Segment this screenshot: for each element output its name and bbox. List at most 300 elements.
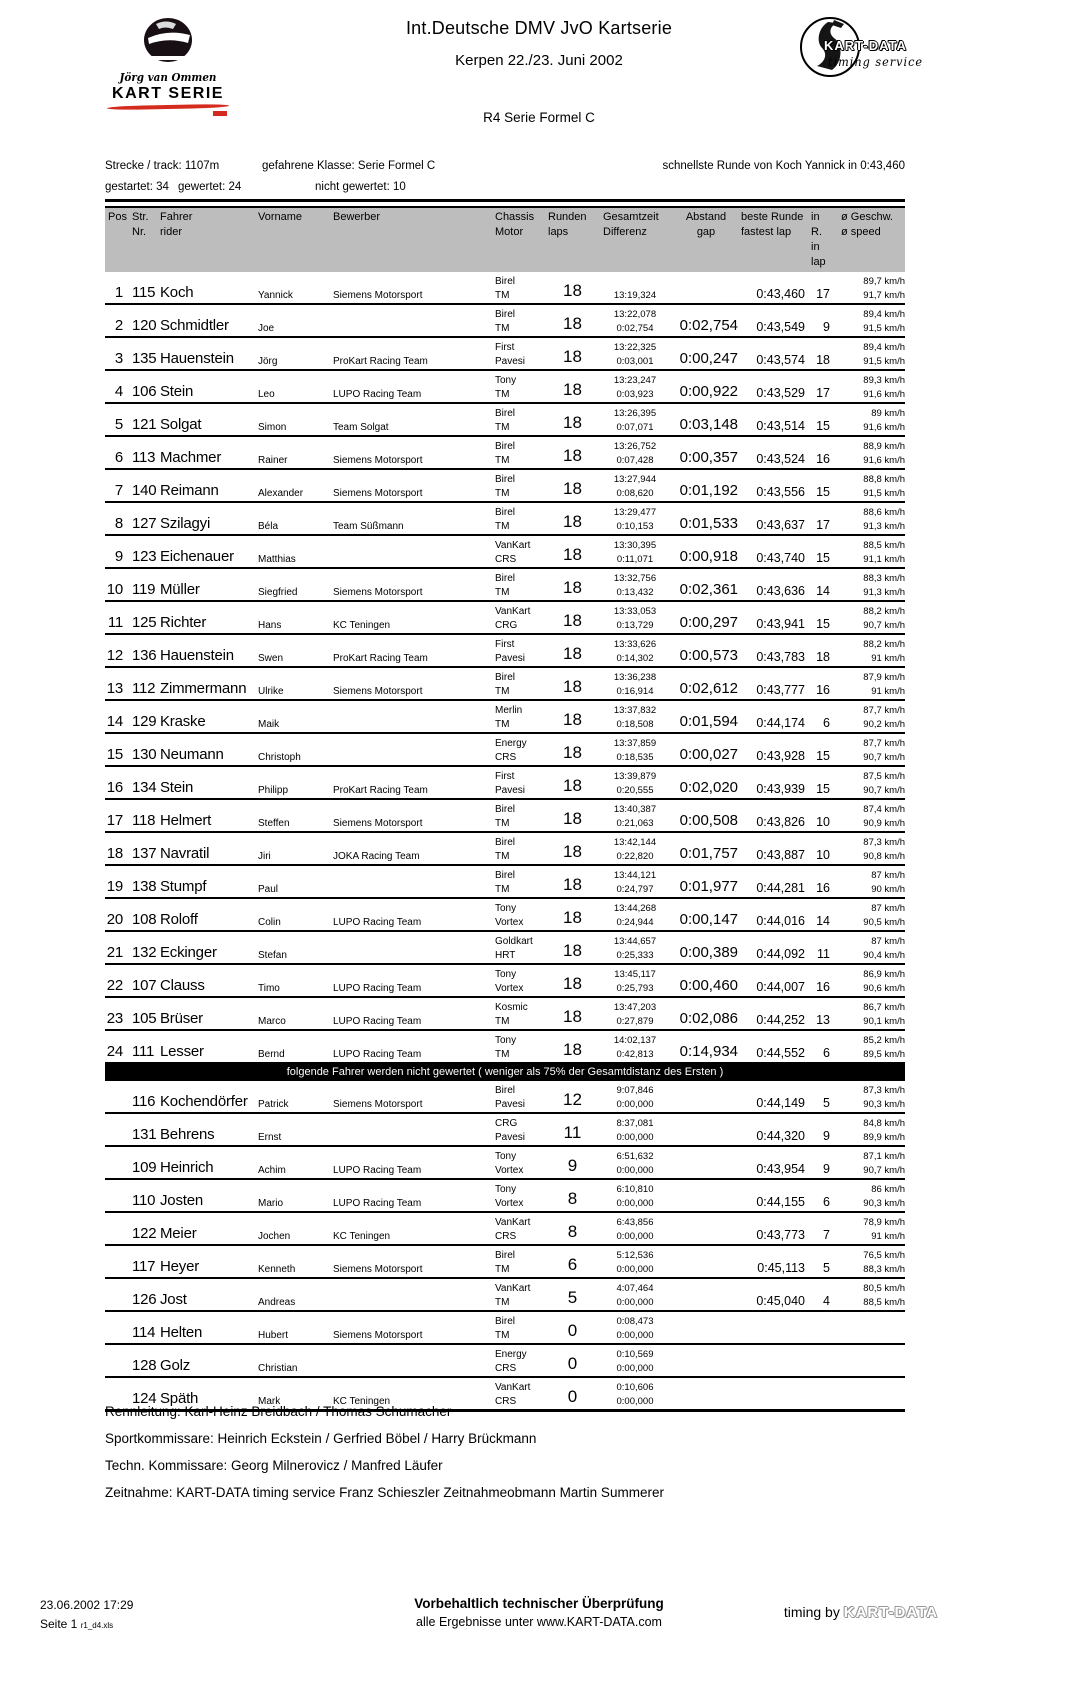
position: 14	[106, 713, 123, 730]
page-number: Seite 1	[40, 1617, 78, 1631]
table-row	[105, 965, 905, 998]
not-classified-results	[105, 1081, 905, 1411]
col-driver: Fahrer	[160, 211, 193, 223]
best-lap-speed: 90,7 km/h	[863, 1165, 905, 1176]
motor-name: TM	[495, 818, 510, 829]
fastest-lap-time: 0:43,574	[756, 353, 805, 367]
team-name: Siemens Motorsport	[333, 1099, 423, 1110]
motor-name: TM	[495, 290, 510, 301]
driver-firstname: Rainer	[258, 455, 288, 466]
time-difference: 0:02,754	[616, 323, 654, 334]
driver-surname: Lesser	[160, 1043, 204, 1060]
chassis-name: Birel	[495, 441, 516, 452]
driver-firstname: Swen	[258, 653, 284, 664]
fastest-lap-number: 10	[816, 815, 830, 829]
gap-to-previous: 0:00,460	[679, 977, 738, 994]
fastest-lap-number: 9	[823, 1162, 830, 1176]
best-lap-speed: 90,8 km/h	[863, 851, 905, 862]
gap-to-previous: 0:01,757	[679, 845, 738, 862]
position: 10	[106, 581, 123, 598]
position: 11	[107, 614, 123, 631]
fastest-lap-time: 0:43,939	[756, 782, 805, 796]
source-file: r1_d4.xls	[80, 1621, 114, 1630]
fastest-lap-number: 16	[816, 881, 830, 895]
table-row	[105, 569, 905, 602]
total-time: 13:44,268	[613, 903, 657, 914]
time-difference: 0:25,333	[616, 950, 654, 961]
kart-number: 132	[132, 944, 157, 961]
driver-firstname: Simon	[258, 422, 287, 433]
fastest-lap-number: 6	[823, 1046, 830, 1060]
team-name: KC Teningen	[333, 620, 391, 631]
total-time: 13:36,238	[613, 672, 657, 683]
best-lap-speed: 90,9 km/h	[863, 818, 905, 829]
laps-count: 6	[567, 1255, 578, 1274]
laps-count: 9	[567, 1156, 578, 1175]
team-name: Siemens Motorsport	[333, 1330, 423, 1341]
kart-number: 109	[132, 1159, 157, 1176]
best-lap-speed: 90,7 km/h	[863, 785, 905, 796]
time-difference: 0:22,820	[616, 851, 654, 862]
driver-surname: Stumpf	[160, 878, 207, 895]
gap-to-previous: 0:02,020	[679, 779, 738, 796]
fastest-lap-time: 0:43,514	[756, 419, 805, 433]
position: 22	[106, 977, 123, 994]
driver-firstname: Jörg	[258, 356, 278, 367]
driver-firstname: Christoph	[258, 752, 301, 763]
kart-number: 111	[132, 1043, 155, 1060]
driver-firstname: Mark	[258, 1396, 281, 1407]
driver-surname: Josten	[160, 1192, 203, 1209]
best-lap-speed: 91,1 km/h	[863, 554, 905, 565]
event-date: Kerpen 22./23. Juni 2002	[455, 52, 623, 69]
laps-count: 18	[563, 710, 582, 729]
driver-firstname: Steffen	[258, 818, 290, 829]
table-row	[105, 1081, 905, 1114]
chassis-name: Birel	[495, 837, 516, 848]
chassis-name: VanKart	[495, 1382, 531, 1393]
driver-surname: Machmer	[160, 449, 222, 466]
table-row	[105, 1279, 905, 1312]
driver-firstname: Jochen	[258, 1231, 291, 1242]
driver-firstname: Ernst	[258, 1132, 282, 1143]
laps-count: 18	[563, 578, 582, 597]
total-time: 6:10,810	[616, 1184, 654, 1195]
fastest-lap-time: 0:44,320	[756, 1129, 805, 1143]
time-difference: 0:21,063	[616, 818, 654, 829]
fastest-lap-number: 11	[817, 947, 830, 961]
total-time: 13:26,752	[613, 441, 657, 452]
fastest-lap-time: 0:45,040	[756, 1294, 805, 1308]
driver-firstname: Matthias	[258, 554, 296, 565]
fastest-lap-time: 0:43,637	[756, 518, 805, 532]
best-lap-speed: 90,6 km/h	[863, 983, 905, 994]
driver-surname: Stein	[160, 383, 194, 400]
total-time: 13:32,756	[613, 573, 657, 584]
driver-surname: Zimmermann	[160, 680, 247, 697]
team-name: Siemens Motorsport	[333, 587, 423, 598]
avg-speed: 88,3 km/h	[863, 573, 905, 584]
track-length: Strecke / track: 1107m	[105, 160, 220, 172]
table-row	[105, 437, 905, 470]
fastest-lap-number: 13	[816, 1013, 830, 1027]
motor-name: TM	[495, 323, 510, 334]
fastest-lap-number: 10	[816, 848, 830, 862]
motor-name: TM	[495, 455, 510, 466]
fastest-lap-number: 18	[816, 650, 830, 664]
driver-firstname: Achim	[258, 1165, 286, 1176]
driver-surname: Behrens	[160, 1126, 215, 1143]
fastest-lap-time: 0:44,552	[756, 1046, 805, 1060]
team-name: Siemens Motorsport	[333, 290, 423, 301]
print-datetime: 23.06.2002 17:29	[40, 1598, 134, 1612]
fastest-lap-number: 5	[823, 1261, 830, 1275]
driver-surname: Kochendörfer	[160, 1093, 248, 1110]
total-time: 8:37,081	[616, 1118, 654, 1129]
motor-name: TM	[495, 1264, 510, 1275]
position: 3	[114, 350, 123, 367]
chassis-name: First	[495, 342, 515, 353]
chassis-name: Birel	[495, 408, 516, 419]
avg-speed: 86 km/h	[871, 1184, 905, 1195]
chassis-name: Birel	[495, 1085, 516, 1096]
laps-count: 18	[563, 314, 582, 333]
table-row	[105, 1345, 905, 1378]
chassis-name: Energy	[495, 1349, 527, 1360]
time-difference: 0:10,153	[616, 521, 654, 532]
laps-count: 18	[563, 545, 582, 564]
total-time: 6:51,632	[616, 1151, 654, 1162]
table-row	[105, 899, 905, 932]
driver-surname: Navratil	[160, 845, 210, 862]
kart-number: 134	[132, 779, 157, 796]
motor-name: TM	[495, 488, 510, 499]
chassis-name: Birel	[495, 573, 516, 584]
avg-speed: 78,9 km/h	[863, 1217, 905, 1228]
total-time: 13:27,944	[613, 474, 657, 485]
fastest-lap-number: 6	[823, 716, 830, 730]
chassis-name: Birel	[495, 309, 516, 320]
gap-to-previous: 0:00,297	[679, 614, 738, 631]
table-header: Pos Str. Nr. Fahrer rider Vorname Bewerber Chassis Motor Runden laps Gesamtzeit Differenz Abstand gap beste Runde fastest lap in R. in lap ø Geschw. ø speed	[105, 206, 905, 272]
team-name: KC Teningen	[333, 1231, 391, 1242]
chassis-name: Tony	[495, 1151, 517, 1162]
laps-count: 18	[563, 941, 582, 960]
total-time: 13:33,053	[613, 606, 657, 617]
driver-firstname: Siegfried	[258, 587, 298, 598]
kart-number: 129	[132, 713, 157, 730]
time-difference: 0:42,813	[616, 1049, 654, 1060]
time-difference: 0:24,944	[616, 917, 654, 928]
class-name: gefahrene Klasse: Serie Formel C	[262, 160, 436, 172]
kart-data-tagline: timing service	[828, 54, 924, 69]
driver-surname: Koch	[160, 284, 194, 301]
best-lap-speed: 91,6 km/h	[863, 422, 905, 433]
laps-count: 8	[567, 1189, 578, 1208]
table-row	[105, 1031, 905, 1064]
time-difference: 0:16,914	[616, 686, 654, 697]
gap-to-previous: 0:02,754	[679, 317, 738, 334]
fastest-lap-time: 0:43,529	[756, 386, 805, 400]
motor-name: HRT	[495, 950, 516, 961]
motor-name: TM	[495, 884, 510, 895]
laps-count: 18	[563, 908, 582, 927]
gap-to-previous: 0:00,027	[679, 746, 738, 763]
fastest-lap-number: 15	[816, 551, 830, 565]
fastest-lap-time: 0:43,954	[756, 1162, 805, 1176]
technical-stewards-line: Techn. Kommissare: Georg Milnerovicz / Manfred Läufer	[105, 1458, 443, 1473]
fastest-lap-time: 0:44,252	[756, 1013, 805, 1027]
started-count: gestartet: 34	[105, 181, 169, 193]
chassis-name: VanKart	[495, 540, 531, 551]
driver-surname: Späth	[160, 1390, 199, 1407]
driver-firstname: Kenneth	[258, 1264, 296, 1275]
table-row	[105, 503, 905, 536]
driver-firstname: Philipp	[258, 785, 289, 796]
avg-speed: 86,9 km/h	[863, 969, 905, 980]
total-time: 13:23,247	[613, 375, 657, 386]
laps-count: 18	[563, 776, 582, 795]
position: 23	[106, 1010, 123, 1027]
total-time: 13:44,121	[613, 870, 657, 881]
gap-to-previous: 0:00,389	[679, 944, 738, 961]
best-lap-speed: 90,4 km/h	[863, 950, 905, 961]
laps-count: 18	[563, 413, 582, 432]
time-difference: 0:00,000	[616, 1363, 654, 1374]
position: 7	[114, 482, 123, 499]
col-inlap: in R.	[811, 211, 822, 238]
table-row	[105, 833, 905, 866]
total-time: 13:44,657	[613, 936, 657, 947]
driver-firstname: Alexander	[258, 488, 304, 499]
best-lap-speed: 91,5 km/h	[863, 488, 905, 499]
kart-number: 105	[132, 1010, 157, 1027]
driver-surname: Brüser	[160, 1010, 203, 1027]
driver-firstname: Christian	[258, 1363, 298, 1374]
position: 16	[106, 779, 123, 796]
table-row	[105, 668, 905, 701]
fastest-lap-time: 0:43,941	[756, 617, 805, 631]
best-lap-speed: 91,3 km/h	[863, 521, 905, 532]
driver-surname: Müller	[160, 581, 200, 598]
driver-firstname: Mario	[258, 1198, 284, 1209]
table-row	[105, 602, 905, 635]
fastest-lap-time: 0:43,549	[756, 320, 805, 334]
chassis-name: VanKart	[495, 1217, 531, 1228]
fastest-lap-time: 0:43,783	[756, 650, 805, 664]
driver-firstname: Marco	[258, 1016, 286, 1027]
gap-to-previous: 0:00,922	[679, 383, 738, 400]
fastest-lap-number: 14	[816, 914, 830, 928]
chassis-name: Birel	[495, 672, 516, 683]
table-row	[105, 371, 905, 404]
motor-name: CRS	[495, 1396, 517, 1407]
chassis-name: CRG	[495, 1118, 518, 1129]
time-difference: 0:00,000	[616, 1198, 654, 1209]
best-lap-speed: 91 km/h	[871, 1231, 905, 1242]
col-laps: Runden	[548, 211, 587, 223]
position: 15	[106, 746, 123, 763]
motor-name: TM	[495, 1330, 510, 1341]
kart-number: 107	[132, 977, 157, 994]
time-difference: 0:27,879	[616, 1016, 654, 1027]
total-time: 0:08,473	[616, 1316, 654, 1327]
total-time: 0:10,569	[616, 1349, 654, 1360]
total-time: 13:37,859	[613, 738, 657, 749]
total-time: 13:40,387	[613, 804, 657, 815]
driver-firstname: Joe	[258, 323, 275, 334]
fastest-lap-time: 0:44,174	[756, 716, 805, 730]
total-time: 13:37,832	[613, 705, 657, 716]
chassis-name: Tony	[495, 1184, 517, 1195]
chassis-name: Birel	[495, 276, 516, 287]
col-speed: ø Geschw.	[841, 211, 893, 223]
fastest-lap-number: 15	[816, 749, 830, 763]
laps-count: 18	[563, 347, 582, 366]
driver-firstname: Hans	[258, 620, 282, 631]
time-difference: 0:24,797	[616, 884, 654, 895]
kart-number: 127	[132, 515, 157, 532]
table-row	[105, 1114, 905, 1147]
avg-speed: 89,3 km/h	[863, 375, 905, 386]
classified-results	[105, 272, 905, 1064]
avg-speed: 87,9 km/h	[863, 672, 905, 683]
time-difference: 0:13,432	[616, 587, 654, 598]
driver-surname: Schmidtler	[160, 317, 229, 334]
kart-number: 110	[132, 1192, 156, 1209]
gap-to-previous: 0:14,934	[679, 1043, 738, 1060]
position: 24	[106, 1043, 123, 1060]
laps-count: 18	[563, 809, 582, 828]
team-name: Siemens Motorsport	[333, 488, 423, 499]
time-difference: 13:19,324	[613, 290, 657, 301]
team-name: LUPO Racing Team	[333, 389, 422, 400]
col-chassis: Chassis	[495, 211, 535, 223]
laps-count: 18	[563, 1007, 582, 1026]
kart-data-brand: KART-DATA	[824, 38, 907, 53]
kart-number: 128	[132, 1357, 157, 1374]
col-team: Bewerber	[333, 211, 381, 223]
fastest-lap-number: 15	[816, 782, 830, 796]
driver-surname: Kraske	[160, 713, 206, 730]
kart-number: 106	[132, 383, 157, 400]
motor-name: TM	[495, 1297, 510, 1308]
col-gap: Abstand	[685, 211, 727, 223]
time-difference: 0:00,000	[616, 1330, 654, 1341]
motor-name: TM	[495, 422, 510, 433]
avg-speed: 87 km/h	[871, 903, 905, 914]
time-difference: 0:00,000	[616, 1099, 654, 1110]
fastest-lap-number: 9	[823, 320, 830, 334]
table-row	[105, 305, 905, 338]
fastest-lap-number: 18	[816, 353, 830, 367]
driver-surname: Solgat	[160, 416, 202, 433]
kart-number: 126	[132, 1291, 157, 1308]
table-row	[105, 635, 905, 668]
fastest-lap-number: 5	[823, 1096, 830, 1110]
kart-number: 122	[132, 1225, 157, 1242]
avg-speed: 87,1 km/h	[863, 1151, 905, 1162]
avg-speed: 87,3 km/h	[863, 1085, 905, 1096]
laps-count: 18	[563, 512, 582, 531]
fastest-lap-time: 0:43,928	[756, 749, 805, 763]
table-row	[105, 767, 905, 800]
laps-count: 18	[563, 875, 582, 894]
laps-count: 5	[567, 1288, 578, 1307]
avg-speed: 87,7 km/h	[863, 705, 905, 716]
total-time: 9:07,846	[616, 1085, 654, 1096]
team-name: KC Teningen	[333, 1396, 391, 1407]
driver-surname: Stein	[160, 779, 194, 796]
gap-to-previous: 0:01,594	[679, 713, 738, 730]
avg-speed: 89,4 km/h	[863, 309, 905, 320]
motor-name: CRG	[495, 620, 518, 631]
race-info	[105, 160, 905, 199]
time-difference: 0:00,000	[616, 1231, 654, 1242]
chassis-name: Kosmic	[495, 1002, 528, 1013]
avg-speed: 76,5 km/h	[863, 1250, 905, 1261]
chassis-name: Birel	[495, 1250, 516, 1261]
kart-number: 117	[132, 1258, 156, 1275]
motor-name: TM	[495, 1016, 510, 1027]
avg-speed: 88,6 km/h	[863, 507, 905, 518]
avg-speed: 87,7 km/h	[863, 738, 905, 749]
kart-number: 131	[132, 1126, 157, 1143]
fastest-lap-number: 16	[816, 683, 830, 697]
team-name: Team Solgat	[333, 422, 389, 433]
table-row	[105, 998, 905, 1031]
motor-name: TM	[495, 521, 510, 532]
motor-name: Pavesi	[495, 1099, 526, 1110]
avg-speed: 88,2 km/h	[863, 606, 905, 617]
fastest-lap-time: 0:44,092	[756, 947, 805, 961]
motor-name: CRS	[495, 1363, 517, 1374]
chassis-name: VanKart	[495, 1283, 531, 1294]
total-time: 5:12,536	[616, 1250, 654, 1261]
avg-speed: 89 km/h	[871, 408, 905, 419]
best-lap-speed: 90,3 km/h	[863, 1198, 905, 1209]
position: 13	[106, 680, 123, 697]
chassis-name: First	[495, 771, 515, 782]
avg-speed: 80,5 km/h	[863, 1283, 905, 1294]
position: 9	[114, 548, 123, 565]
best-lap-speed: 91,6 km/h	[863, 455, 905, 466]
race-title: R4 Serie Formel C	[483, 110, 595, 125]
team-name: ProKart Racing Team	[333, 356, 428, 367]
chassis-name: Tony	[495, 375, 517, 386]
fastest-lap-number: 17	[816, 386, 830, 400]
driver-firstname: Maik	[258, 719, 280, 730]
best-lap-speed: 88,5 km/h	[863, 1297, 905, 1308]
logo-driver-name: Jörg van Ommen	[119, 70, 217, 84]
motor-name: TM	[495, 587, 510, 598]
laps-count: 8	[567, 1222, 578, 1241]
total-time: 13:45,117	[614, 969, 656, 980]
gap-to-previous: 0:00,357	[679, 449, 738, 466]
best-lap-speed: 90,7 km/h	[863, 752, 905, 763]
kart-data-logo	[798, 14, 948, 86]
gap-to-previous: 0:01,533	[679, 515, 738, 532]
fastest-lap-number: 6	[823, 1195, 830, 1209]
fastest-lap-time: 0:43,777	[756, 683, 805, 697]
fastest-lap-time: 0:43,636	[756, 584, 805, 598]
position: 1	[114, 284, 123, 301]
driver-firstname: Stefan	[258, 950, 287, 961]
time-difference: 0:00,000	[616, 1132, 654, 1143]
fastest-lap-time: 0:43,460	[756, 287, 805, 301]
total-time: 13:47,203	[613, 1002, 657, 1013]
kart-number: 137	[132, 845, 157, 862]
